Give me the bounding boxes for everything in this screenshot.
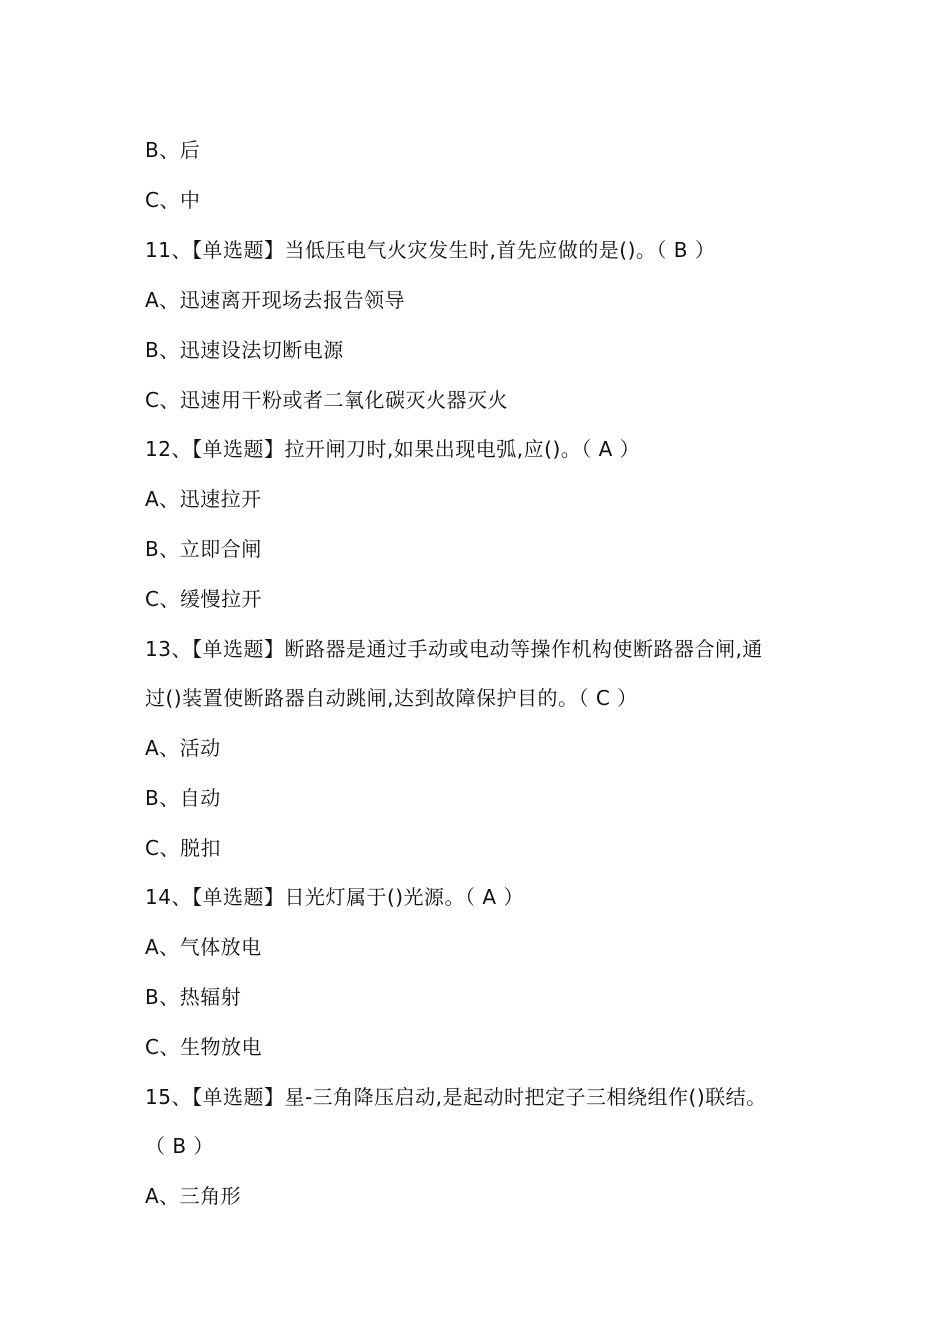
option-c: C、中 — [145, 188, 201, 212]
option-b: B、热辐射 — [145, 985, 242, 1009]
question-13-line-1: 13、【单选题】断路器是通过手动或电动等操作机构使断路器合闸,通 — [145, 637, 763, 661]
question-13-line-2: 过()装置使断路器自动跳闸,达到故障保护目的。（ C ） — [145, 686, 638, 710]
option-c: C、生物放电 — [145, 1035, 262, 1059]
option-c: C、脱扣 — [145, 836, 221, 860]
option-c: C、缓慢拉开 — [145, 587, 262, 611]
option-a: A、迅速离开现场去报告领导 — [145, 288, 406, 312]
option-c: C、迅速用干粉或者二氧化碳灭火器灭火 — [145, 388, 508, 412]
option-b: B、后 — [145, 138, 201, 162]
question-11: 11、【单选题】当低压电气火灾发生时,首先应做的是()。（ B ） — [145, 238, 716, 262]
option-a: A、活动 — [145, 736, 221, 760]
question-14: 14、【单选题】日光灯属于()光源。（ A ） — [145, 885, 524, 909]
question-12: 12、【单选题】拉开闸刀时,如果出现电弧,应()。（ A ） — [145, 437, 641, 461]
option-b: B、自动 — [145, 786, 221, 810]
option-a: A、三角形 — [145, 1184, 242, 1208]
option-b: B、迅速设法切断电源 — [145, 338, 344, 362]
question-15-answer: （ B ） — [145, 1134, 214, 1158]
option-a: A、气体放电 — [145, 935, 262, 959]
option-a: A、迅速拉开 — [145, 487, 262, 511]
question-15-line-1: 15、【单选题】星-三角降压启动,是起动时把定子三相绕组作()联结。 — [145, 1085, 767, 1109]
option-b: B、立即合闸 — [145, 537, 262, 561]
